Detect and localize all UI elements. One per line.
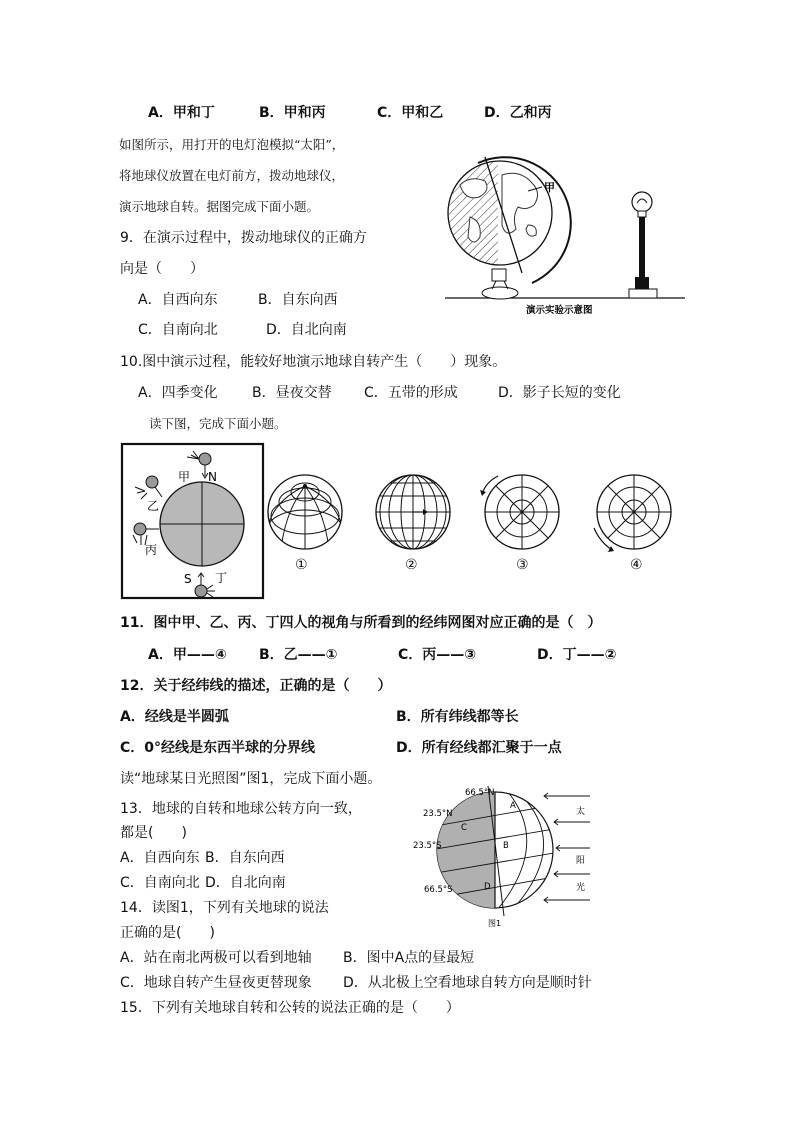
q14-option-d: D．从北极上空看地球自转方向是顺时针 [343, 975, 592, 991]
lat-66-5-s: 66.5°S [424, 885, 453, 895]
label-yi: 乙 [147, 499, 160, 513]
sun-label-tai: 太 [576, 807, 586, 817]
q14-option-b: B．图中A点的昼最短 [343, 950, 475, 966]
grid-globe-3 [478, 470, 562, 554]
q13-option-a: A．自西向东 [120, 850, 200, 866]
q12-option-c: C．0°经线是东西半球的分界线 [120, 740, 316, 756]
grid-label-3: ③ [516, 557, 529, 573]
lat-66-5-n: 66.5°N [465, 788, 495, 798]
intro1-line-1: 如图所示，用打开的电灯泡模拟“太阳”， [119, 137, 345, 152]
q11-option-d: D．丁——② [537, 647, 617, 663]
intro2-text: 读下图，完成下面小题。 [149, 416, 287, 431]
intro3-text: 读“地球某日光照图”图1，完成下面小题。 [120, 771, 382, 787]
q14-option-c: C．地球自转产生昼夜更替现象 [120, 975, 312, 991]
q11-option-a: A．甲——④ [148, 647, 227, 663]
q10-option-a: A．四季变化 [138, 385, 218, 401]
intro1-line-2: 将地球仪放置在电灯前方，拨动地球仪， [119, 168, 345, 183]
globe-stand-base [482, 287, 518, 299]
observer-figure [121, 443, 265, 600]
q8-option-c: C．甲和乙 [377, 105, 444, 121]
q9-option-b: B．自东向西 [258, 292, 338, 308]
grid-label-1: ① [295, 557, 308, 573]
q12-option-a: A．经线是半圆弧 [120, 709, 229, 725]
q10-option-d: D．影子长短的变化 [498, 385, 621, 401]
q13-option-b: B．自东向西 [205, 850, 285, 866]
q9-option-c: C．自南向北 [138, 322, 218, 338]
grid-label-4: ④ [630, 557, 643, 573]
grid-globe-1 [265, 472, 345, 552]
q9-option-d: D．自北向南 [266, 322, 347, 338]
q9-stem-line-2: 向是（ ） [120, 261, 204, 277]
q10-option-c: C．五带的形成 [364, 385, 458, 401]
q11-stem: 11．图中甲、乙、丙、丁四人的视角与所看到的经纬网图对应正确的是（ ） [120, 615, 602, 631]
label-jia-2: 甲 [178, 470, 191, 484]
fig1-caption: 图1 [488, 919, 502, 928]
lat-23-5-s: 23.5°S [413, 841, 442, 851]
label-ding: 丁 [215, 571, 228, 585]
grid-globe-2 [373, 472, 453, 552]
q11-option-b: B．乙——① [259, 647, 338, 663]
q10-option-b: B．昼夜交替 [252, 385, 332, 401]
q12-option-d: D．所有经线都汇聚于一点 [396, 740, 562, 756]
q13-stem-line-2: 都是( ) [120, 825, 187, 841]
grid-label-2: ② [405, 557, 418, 573]
q8-option-b: B．甲和丙 [259, 105, 326, 121]
q8-option-a: A．甲和丁 [148, 105, 215, 121]
point-a: A [510, 801, 516, 811]
q12-stem: 12．关于经纬线的描述，正确的是（ ） [120, 678, 392, 694]
q14-option-a: A．站在南北两极可以看到地轴 [120, 950, 312, 966]
q10-stem: 10.图中演示过程，能较好地演示地球自转产生（ ）现象。 [120, 354, 507, 370]
point-b: B [503, 841, 509, 851]
lat-23-5-n: 23.5°N [423, 809, 453, 819]
q14-stem-line-2: 正确的是( ) [120, 925, 215, 941]
q15-stem: 15．下列有关地球自转和公转的说法正确的是（ ） [120, 1000, 460, 1016]
label-s: S [184, 572, 192, 586]
label-jia: 甲 [544, 181, 555, 194]
label-bing: 丙 [145, 543, 158, 557]
q14-stem-line-1: 14．读图1，下列有关地球的说法 [120, 900, 329, 916]
globe-demo-figure [440, 155, 690, 320]
grid-globe-4 [590, 470, 674, 554]
point-c: C [461, 823, 467, 833]
lamp [629, 192, 657, 298]
point-d: D [484, 882, 491, 892]
q12-option-b: B．所有纬线都等长 [396, 709, 519, 725]
q13-option-c: C．自南向北 [120, 875, 200, 891]
intro1-line-3: 演示地球自转。据图完成下面小题。 [119, 199, 320, 214]
fig1-night-side [430, 784, 495, 924]
q13-option-d: D．自北向南 [205, 875, 286, 891]
q13-stem-line-1: 13．地球的自转和地球公转方向一致， [120, 801, 362, 817]
caption-demo: 演示实验示意图 [526, 305, 593, 316]
sun-label-guang: 光 [576, 883, 586, 893]
q11-option-c: C．丙——③ [398, 647, 477, 663]
globe-night-side [440, 155, 498, 275]
fig1-sunlight-diagram [410, 784, 595, 929]
q9-stem-line-1: 9．在演示过程中，拨动地球仪的正确方 [120, 230, 367, 246]
globe-stand-neck [492, 269, 506, 281]
sun-label-yang: 阳 [576, 856, 586, 866]
q9-option-a: A．自西向东 [138, 292, 218, 308]
label-n: N [208, 470, 217, 484]
q8-option-d: D．乙和丙 [484, 105, 552, 121]
